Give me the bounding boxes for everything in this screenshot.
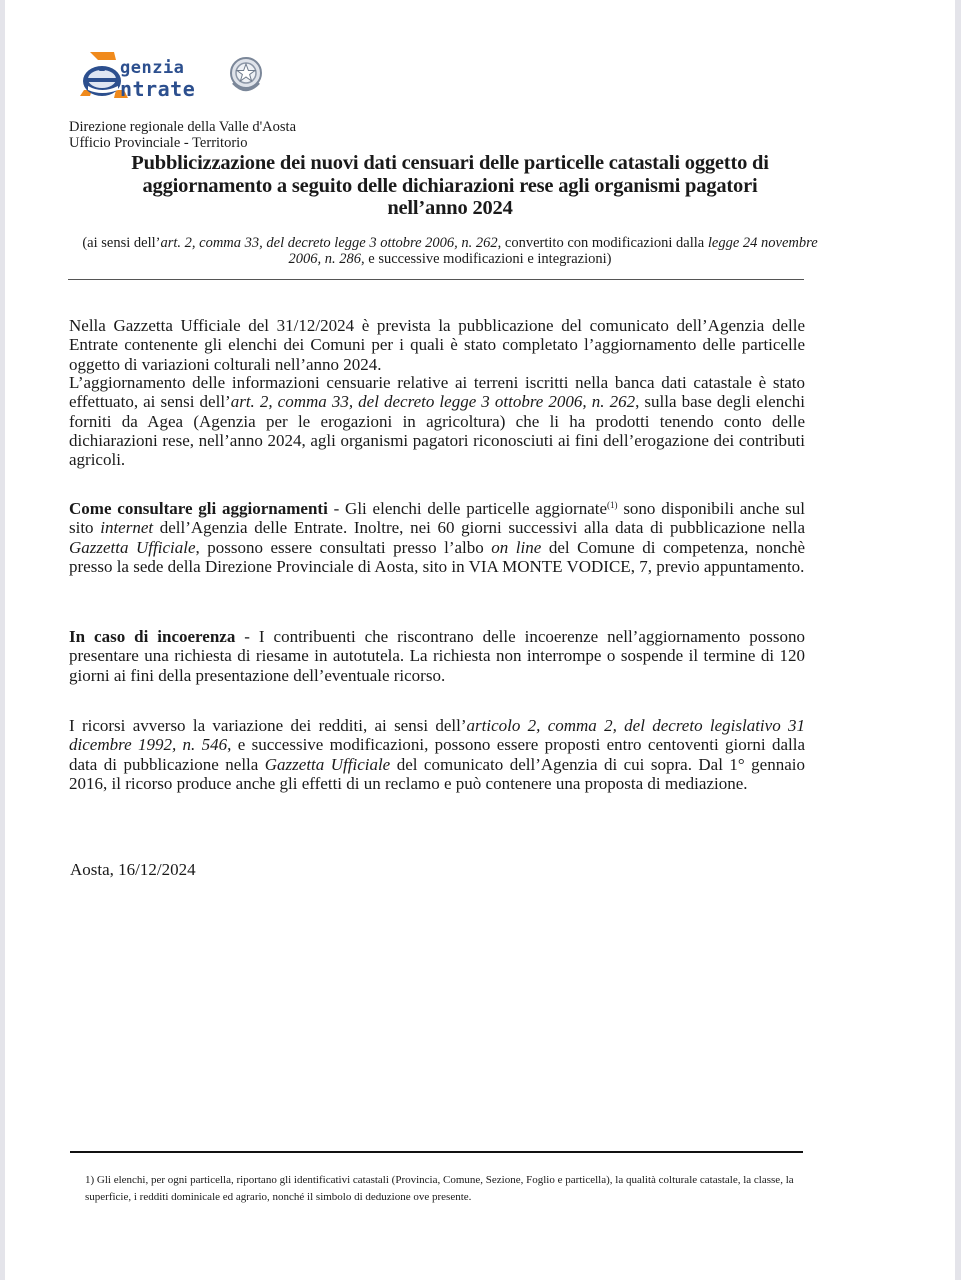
subtitle-law-2: legge 24 novembre 2006, n. 286	[288, 235, 818, 267]
header-divider	[68, 279, 804, 280]
p4-text: - I contribuenti che riscontrano delle incoerenze nell’aggiornamento possono presentare una richiesta di riesame in autotutela. La richiesta non interrompe o sospende il termine di 120 giorni ai fini della presentazione dell’eventuale ricorso.	[69, 627, 805, 685]
paragraph-appeals	[69, 716, 805, 793]
footnote-1: 1) Gli elenchi, per ogni particella, riportano gli identificativi catastali (Provincia, Comune, Sezione, Foglio e particella), la qualità colturale catastale, la classe, la superficie, i redditi dominicale ed agrario, nonché il simbolo di deduzione ove presente.	[85, 1174, 794, 1203]
paragraph-update-info	[69, 373, 805, 469]
section-heading-consult: Come consultare gli aggiornamenti	[69, 499, 328, 518]
paragraph-how-to-consult	[69, 499, 805, 576]
provincial-office: Ufficio Provinciale - Territorio	[69, 135, 248, 151]
subtitle-law-1: art. 2, comma 33, del decreto legge 3 ottobre 2006, n. 262	[160, 235, 498, 251]
title-line-2: aggiornamento a seguito delle dichiarazioni rese agli organismi pagatori	[142, 174, 758, 197]
p2-law: art. 2, comma 33, del decreto legge 3 ottobre 2006, n. 262	[230, 392, 636, 412]
legal-reference	[70, 235, 830, 267]
p3-text-a: - Gli elenchi delle particelle aggiornate	[327, 499, 608, 518]
subtitle-prefix: (ai sensi dell’	[82, 235, 161, 251]
p3-text-b: sono disponibili anche sul sito	[69, 499, 806, 538]
paragraph-publication: Nella Gazzetta Ufficiale del 31/12/2024 è prevista la pubblicazione del comunicato dell’Agenzia delle Entrate contenente gli elenchi dei Comuni per i quali è stato completato l’aggiornamento delle particelle oggetto di variazioni colturali nell’anno 2024.	[69, 316, 805, 374]
agenzia-entrate-logo	[76, 50, 266, 102]
p2-text-a: L’aggiornamento delle informazioni censuarie relative ai terreni iscritti nella banca dati catastale è stato effettuato, ai sensi dell’	[69, 373, 805, 412]
logo-text-genzia: genzia	[120, 58, 185, 78]
paragraph-inconsistency	[69, 627, 805, 685]
subtitle-mid: , convertito con modificazioni dalla	[497, 235, 708, 251]
p3-text-e: del Comune di competenza, nonchè presso la sede della Direzione Provinciale di Aosta, sito in VIA MONTE VODICE, 7, previo appuntamento.	[69, 537, 805, 576]
p3-text-c: dell’Agenzia delle Entrate. Inoltre, nei 60 giorni successivi alla data di pubblicazione nella	[153, 518, 806, 538]
place-and-date: Aosta, 16/12/2024	[70, 860, 196, 879]
title-line-3: nell’anno 2024	[387, 197, 513, 219]
p3-gazzetta: Gazzetta Ufficiale	[69, 537, 196, 557]
office-header	[69, 119, 296, 151]
p3-online: on line	[491, 537, 542, 557]
logo-text-ntrate: ntrate	[120, 77, 196, 101]
section-heading-inconsistency: In caso di incoerenza	[69, 627, 236, 646]
document-title	[70, 152, 830, 220]
title-line-1: Pubblicizzazione dei nuovi dati censuari delle particelle catastali oggetto di	[131, 152, 769, 174]
p5-text-a: I ricorsi avverso la variazione dei redditi, ai sensi dell’	[69, 716, 467, 735]
italian-republic-emblem-icon	[228, 53, 264, 97]
regional-directorate: Direzione regionale della Valle d'Aosta	[69, 119, 297, 135]
p5-law: articolo 2, comma 2, del decreto legislativo 31 dicembre 1992, n. 546	[69, 716, 805, 755]
page-edge-right	[955, 0, 961, 1280]
p2-text-b: , sulla base degli elenchi forniti da Agea (Agenzia per le erogazioni in agricoltura) che li ha prodotti tenendo conto delle dichiarazioni rese, nell’anno 2024, agli organismi pagatori riconosciuti ai fini dell’erogazione dei contributi agricoli.	[69, 392, 805, 470]
footnote-divider	[70, 1151, 803, 1153]
footnote-ref: (1)	[607, 500, 618, 510]
p5-gazzetta: Gazzetta Ufficiale	[264, 754, 391, 774]
p5-text-c: del comunicato dell’Agenzia di cui sopra. Dal 1° gennaio 2016, il ricorso produce anche gli effetti di un reclamo e può contenere una proposta di mediazione.	[69, 754, 805, 793]
page-edge-left	[0, 0, 5, 1280]
subtitle-suffix: , e successive modificazioni e integrazioni)	[361, 251, 612, 267]
p3-text-d: , possono essere consultati presso l’albo	[195, 537, 492, 557]
p3-internet: internet	[100, 518, 154, 538]
p5-text-b: , e successive modificazioni, possono essere proposti entro centoventi giorni dalla data di pubblicazione nella	[69, 735, 806, 774]
